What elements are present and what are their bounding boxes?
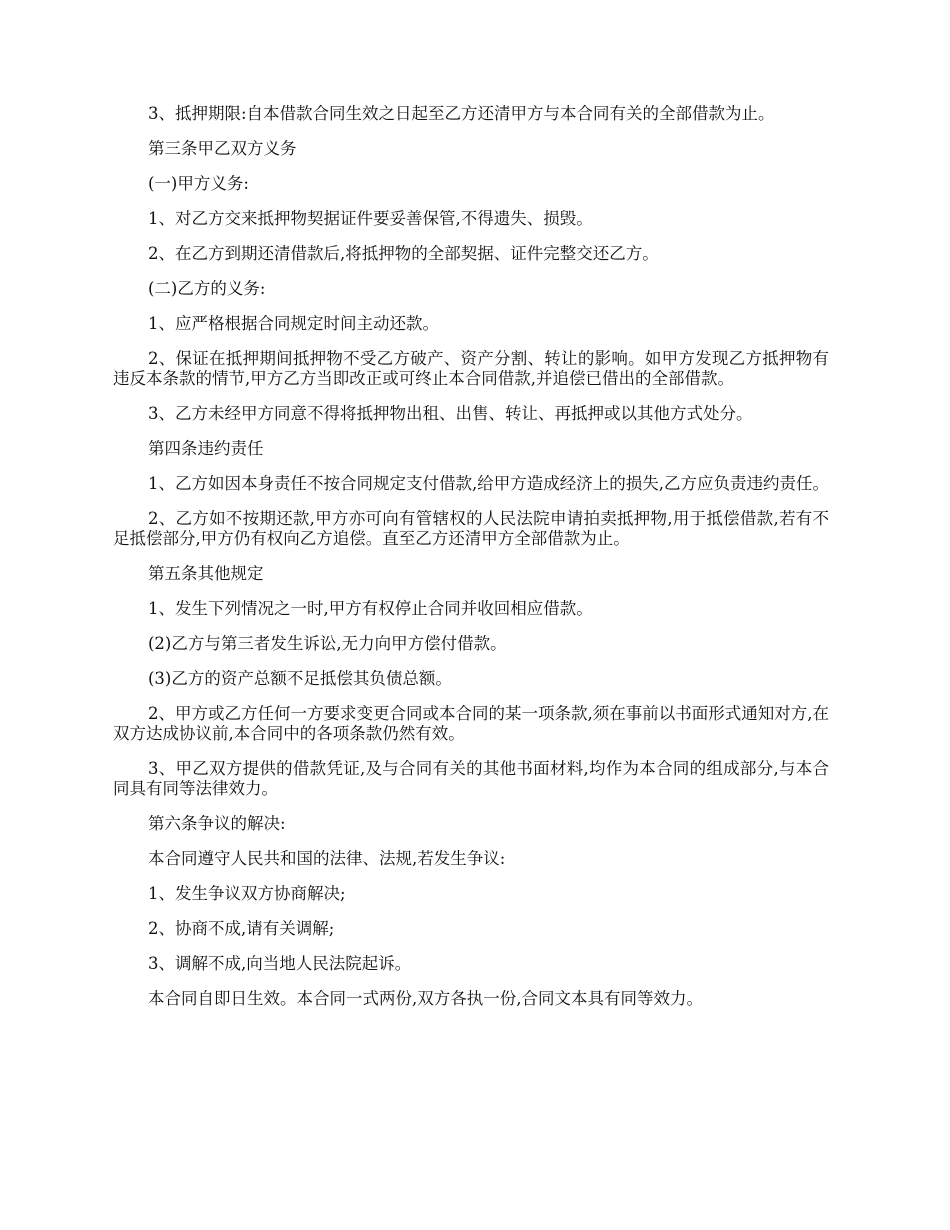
- document-page: [113, 104, 829, 1024]
- heading-article-3: 第三条甲乙双方义务: [148, 139, 297, 158]
- paragraph-a-obligation-1: 1、对乙方交来抵押物契据证件要妥善保管,不得遗失、损毁。: [148, 209, 593, 228]
- heading-article-4: 第四条违约责任: [148, 439, 264, 458]
- heading-article-5: 第五条其他规定: [148, 564, 264, 583]
- paragraph-dispute-3: 3、调解不成,向当地人民法院起诉。: [148, 954, 412, 973]
- paragraph-mortgage-term: 3、抵押期限:自本借款合同生效之日起至乙方还清甲方与本合同有关的全部借款为止。: [148, 104, 775, 123]
- paragraph-other-case-2: (2)乙方与第三者发生诉讼,无力向甲方偿付借款。: [148, 634, 507, 653]
- paragraph-breach-1: 1、乙方如因本身责任不按合同规定支付借款,给甲方造成经济上的损失,乙方应负责违约责任。: [148, 474, 829, 493]
- heading-article-6: 第六条争议的解决:: [148, 814, 286, 833]
- subheading-party-a-obligations: (一)甲方义务:: [148, 174, 249, 193]
- paragraph-other-case-3: (3)乙方的资产总额不足抵偿其负债总额。: [148, 669, 452, 688]
- paragraph-b-obligation-3: 3、乙方未经甲方同意不得将抵押物出租、出售、转让、再抵押或以其他方式处分。: [148, 404, 753, 423]
- paragraph-effective: 本合同自即日生效。本合同一式两份,双方各执一份,合同文本具有同等效力。: [148, 989, 703, 1008]
- paragraph-b-obligation-2: 2、保证在抵押期间抵押物不受乙方破产、资产分割、转让的影响。如甲方发现乙方抵押物有违反本条款的情节,甲方乙方当即改正或可终止本合同借款,并追偿已借出的全部借款。: [113, 349, 829, 388]
- paragraph-other-3: 3、甲乙双方提供的借款凭证,及与合同有关的其他书面材料,均作为本合同的组成部分,与本合同具有同等法律效力。: [113, 759, 829, 798]
- paragraph-breach-2: 2、乙方如不按期还款,甲方亦可向有管辖权的人民法院申请拍卖抵押物,用于抵偿借款,若有不足抵偿部分,甲方仍有权向乙方追偿。直至乙方还清甲方全部借款为止。: [113, 509, 829, 548]
- paragraph-b-obligation-1: 1、应严格根据合同规定时间主动还款。: [148, 314, 439, 333]
- paragraph-dispute-2: 2、协商不成,请有关调解;: [148, 919, 335, 938]
- paragraph-other-2: 2、甲方或乙方任何一方要求变更合同或本合同的某一项条款,须在事前以书面形式通知对方,在双方达成协议前,本合同中的各项条款仍然有效。: [113, 704, 829, 743]
- paragraph-a-obligation-2: 2、在乙方到期还清借款后,将抵押物的全部契据、证件完整交还乙方。: [148, 244, 659, 263]
- paragraph-other-1: 1、发生下列情况之一时,甲方有权停止合同并收回相应借款。: [148, 599, 593, 618]
- paragraph-dispute-intro: 本合同遵守人民共和国的法律、法规,若发生争议:: [148, 849, 506, 868]
- subheading-party-b-obligations: (二)乙方的义务:: [148, 279, 266, 298]
- paragraph-dispute-1: 1、发生争议双方协商解决;: [148, 884, 346, 903]
